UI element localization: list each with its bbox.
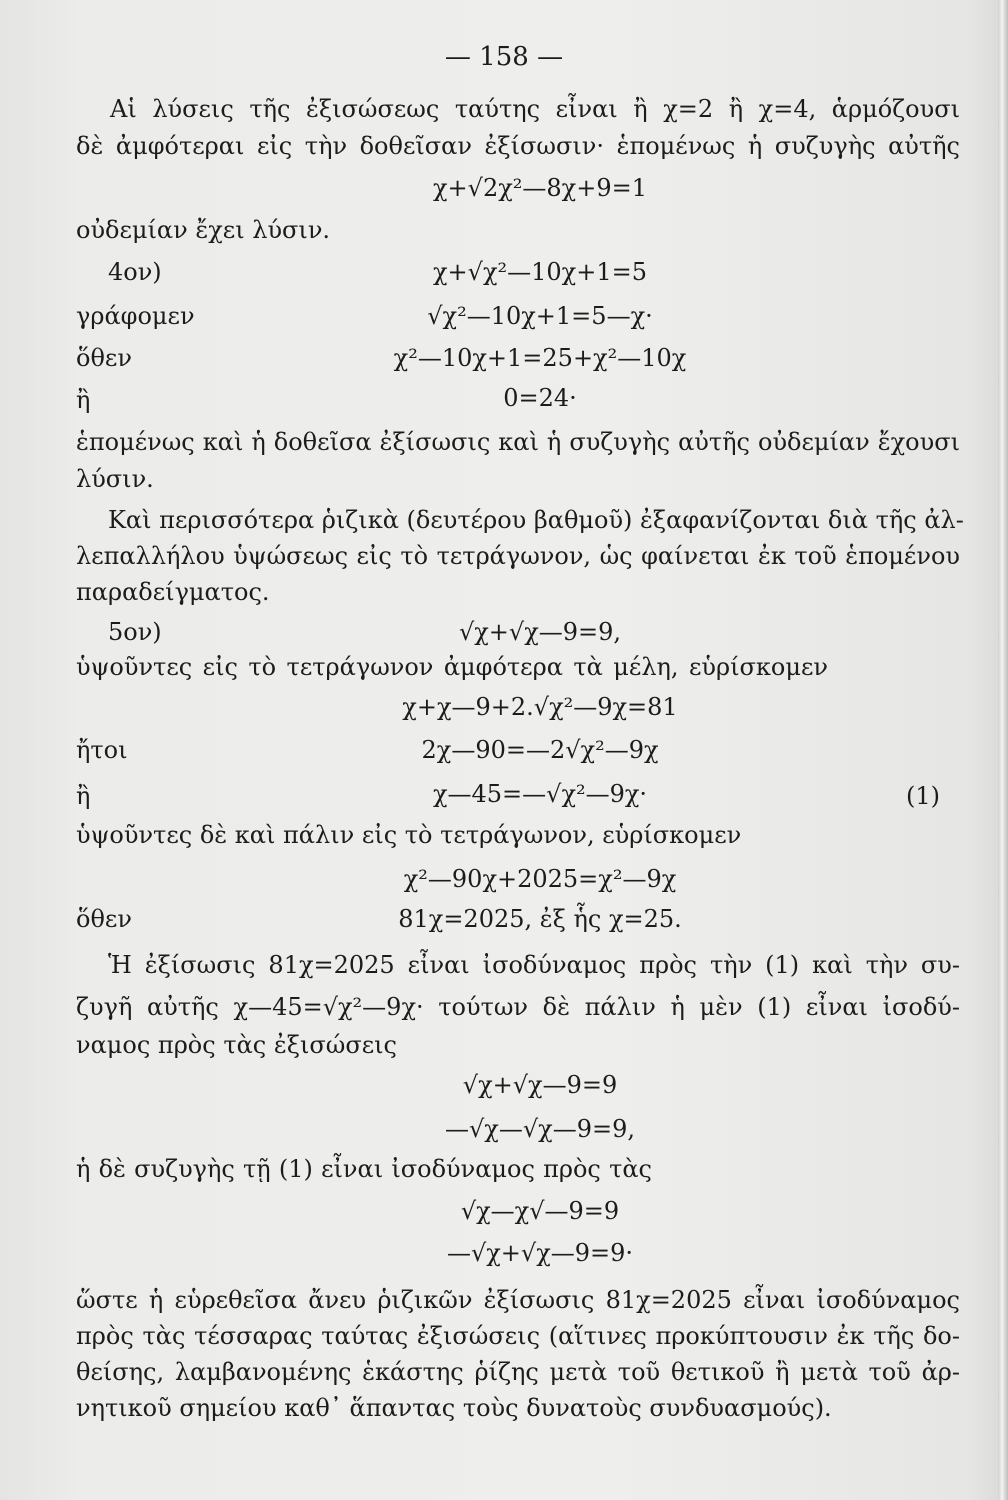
text-line-5: λύσιν. xyxy=(76,465,154,493)
text-line-13: ναμος πρὸς τὰς ἐξισώσεις xyxy=(76,1031,397,1059)
label-itoi: ἤτοι xyxy=(76,736,128,764)
equation-6: √χ+√χ—9=9, xyxy=(458,618,622,646)
text-line-18: νητικοῦ σημείου καθ᾽ ἅπαντας τοὺς δυνατοὺς συνδυασμούς). xyxy=(76,1394,832,1422)
text-line-9: ὑψοῦντες εἰς τὸ τετράγωνον ἀμφότερα τὰ μέλη, εὑρίσκομεν xyxy=(76,653,828,681)
page-edge xyxy=(998,0,1008,1500)
equation-9: χ—45=—√χ²—9χ· xyxy=(432,780,648,808)
equation-2: χ+√χ²—10χ+1=5 xyxy=(433,258,647,286)
label-grafomen: γράφομεν xyxy=(76,302,195,330)
equation-number-1: (1) xyxy=(906,782,940,810)
equation-5: 0=24· xyxy=(503,384,577,412)
text-line-17: θείσης, λαμβανομένης ἑκάστης ῥίζης μετὰ τοῦ θετικοῦ ἢ μετὰ τοῦ ἀρ- xyxy=(76,1358,960,1386)
label-i-2: ἢ xyxy=(76,782,91,810)
text-line-10: ὑψοῦντες δὲ καὶ πάλιν εἰς τὸ τετράγωνον, εὑρίσκομεν xyxy=(76,821,742,849)
text-line-6: Καὶ περισσότερα ῥιζικὰ (δευτέρου βαθμοῦ) ἐξαφανίζονται διὰ τῆς ἀλ- xyxy=(108,506,964,534)
label-i-1: ἢ xyxy=(76,386,91,414)
label-othen-2: ὅθεν xyxy=(76,905,132,933)
equation-7: χ+χ—9+2.√χ²—9χ=81 xyxy=(402,693,678,721)
equation-4: χ²—10χ+1=25+χ²—10χ xyxy=(393,344,687,372)
label-othen-1: ὅθεν xyxy=(76,344,132,372)
text-line-1: Αἱ λύσεις τῆς ἐξισώσεως ταύτης εἶναι ἢ χ=2 ἢ χ=4, ἁρμόζουσι xyxy=(110,95,960,123)
equation-1: χ+√2χ²—8χ+9=1 xyxy=(433,174,647,202)
text-line-12: ζυγῆ αὐτῆς χ—45=√χ²—9χ· τούτων δὲ πάλιν ἡ μὲν (1) εἶναι ἰσοδύ- xyxy=(76,993,960,1021)
equation-8: 2χ—90=—2√χ²—9χ xyxy=(421,736,659,764)
equation-3: √χ²—10χ+1=5—χ· xyxy=(427,302,653,330)
equation-11: 81χ=2025, ἐξ ἧς χ=25. xyxy=(398,905,682,933)
case-label-4: 4ον) xyxy=(108,258,162,286)
text-line-16: πρὸς τὰς τέσσαρας ταύτας ἐξισώσεις (αἵτινες προκύπτουσιν ἐκ τῆς δο- xyxy=(76,1322,960,1350)
text-line-2: δὲ ἀμφότεραι εἰς τὴν δοθεῖσαν ἐξίσωσιν· ἑπομένως ἡ συζυγὴς αὐτῆς xyxy=(76,132,960,160)
page-number: — 158 — xyxy=(444,42,564,72)
case-label-5: 5ον) xyxy=(108,618,162,646)
equation-13: —√χ—√χ—9=9, xyxy=(445,1115,635,1143)
text-line-15: ὥστε ἡ εὑρεθεῖσα ἄνευ ῥιζικῶν ἐξίσωσις 81χ=2025 εἶναι ἰσοδύναμος xyxy=(76,1286,960,1314)
equation-10: χ²—90χ+2025=χ²—9χ xyxy=(403,865,677,893)
text-line-11: Ἡ ἐξίσωσις 81χ=2025 εἶναι ἰσοδύναμος πρὸς τὴν (1) καὶ τὴν συ- xyxy=(108,951,960,979)
text-line-8: παραδείγματος. xyxy=(76,578,270,606)
text-line-7: λεπαλλήλου ὑψώσεως εἰς τὸ τετράγωνον, ὡς φαίνεται ἐκ τοῦ ἑπομένου xyxy=(76,542,960,570)
equation-14: √χ—χ√—9=9 xyxy=(460,1197,620,1225)
equation-12: √χ+√χ—9=9 xyxy=(462,1071,618,1099)
text-line-4: ἑπομένως καὶ ἡ δοθεῖσα ἐξίσωσις καὶ ἡ συζυγὴς αὐτῆς οὐδεμίαν ἔχουσι xyxy=(76,428,960,456)
equation-15: —√χ+√χ—9=9· xyxy=(446,1239,634,1267)
text-line-14: ἡ δὲ συζυγὴς τῇ (1) εἶναι ἰσοδύναμος πρὸς τὰς xyxy=(76,1155,652,1183)
text-line-3: οὐδεμίαν ἔχει λύσιν. xyxy=(76,216,331,244)
